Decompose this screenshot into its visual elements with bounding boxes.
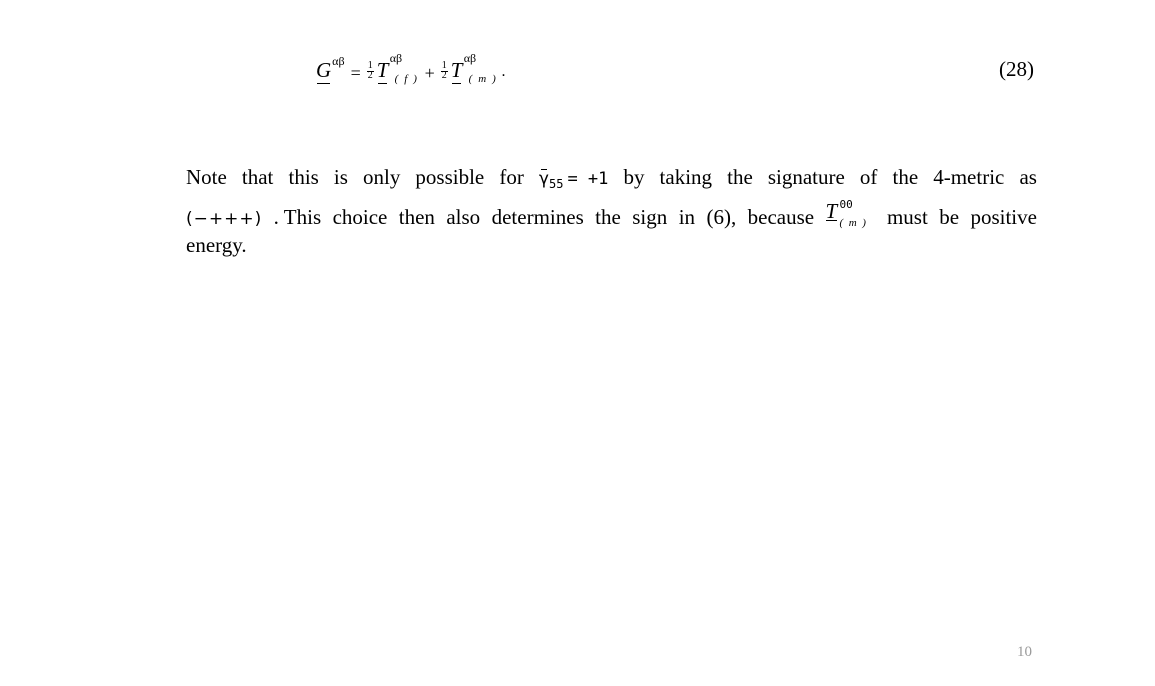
- word: as: [1019, 165, 1037, 189]
- word: is: [333, 165, 348, 189]
- word: by: [623, 165, 645, 189]
- energy-tensor-label: ( m ): [839, 217, 868, 229]
- matter-tensor-symbol: T: [450, 58, 463, 82]
- word: sign: [632, 205, 668, 229]
- metric-signature: (−+++): [186, 209, 263, 229]
- equation-28: [316, 52, 505, 88]
- matter-stress-tensor: [451, 52, 498, 84]
- word: 4-metric: [933, 165, 1005, 189]
- word: then: [398, 205, 435, 229]
- einstein-tensor-indices: αβ: [332, 54, 345, 68]
- word: the: [595, 205, 621, 229]
- equation-end-dot: .: [501, 63, 506, 80]
- matter-energy-density-expression: [825, 198, 876, 229]
- word: the: [892, 165, 919, 189]
- word: because: [747, 205, 815, 229]
- word: only: [363, 165, 401, 189]
- plus-sign: +: [424, 63, 435, 83]
- equation-number: (28): [999, 57, 1034, 81]
- word: also: [446, 205, 481, 229]
- word: positive: [970, 205, 1037, 229]
- paragraph-line-1: [186, 164, 1037, 190]
- word: of: [859, 165, 878, 189]
- energy-tensor-indices: 00: [839, 198, 853, 211]
- gamma-value: = +1: [567, 169, 609, 189]
- field-stress-tensor: [377, 52, 419, 84]
- word: choice: [332, 205, 388, 229]
- word: (6),: [706, 205, 737, 229]
- paragraph-line-2: [186, 198, 1037, 229]
- matter-tensor-indices: αβ: [463, 51, 477, 65]
- word: this: [288, 165, 319, 189]
- fraction-numerator: 1: [367, 60, 373, 71]
- half-fraction-1: [367, 61, 374, 79]
- half-fraction-2: [441, 61, 448, 79]
- word: the: [727, 165, 753, 189]
- word: be: [939, 205, 960, 229]
- word: determines: [491, 205, 584, 229]
- energy-tensor-symbol: T: [825, 199, 838, 223]
- gamma-symbol: γ: [539, 166, 549, 192]
- einstein-tensor-symbol: G: [316, 58, 332, 82]
- word: Note: [186, 165, 227, 189]
- word: that: [241, 165, 274, 189]
- paragraph-line-3: [186, 232, 1037, 258]
- fraction-denominator: 2: [441, 70, 447, 81]
- gamma-subscript: 55: [548, 177, 564, 191]
- matter-tensor-label: ( m ): [468, 73, 498, 85]
- word: taking: [659, 165, 713, 189]
- gamma-55-expression: [539, 166, 608, 193]
- word: signature: [767, 165, 845, 189]
- word: energy.: [186, 233, 247, 257]
- word: for: [499, 165, 524, 189]
- word: possible: [415, 165, 485, 189]
- equals-sign: =: [350, 63, 361, 83]
- page-number: 10: [1017, 644, 1032, 660]
- field-tensor-symbol: T: [376, 58, 389, 82]
- field-tensor-indices: αβ: [389, 51, 403, 65]
- word: in: [678, 205, 696, 229]
- fraction-numerator: 1: [441, 60, 447, 71]
- fraction-denominator: 2: [367, 70, 373, 81]
- field-tensor-label: ( f ): [394, 73, 419, 85]
- word: must: [886, 205, 928, 229]
- word: . This: [273, 205, 322, 229]
